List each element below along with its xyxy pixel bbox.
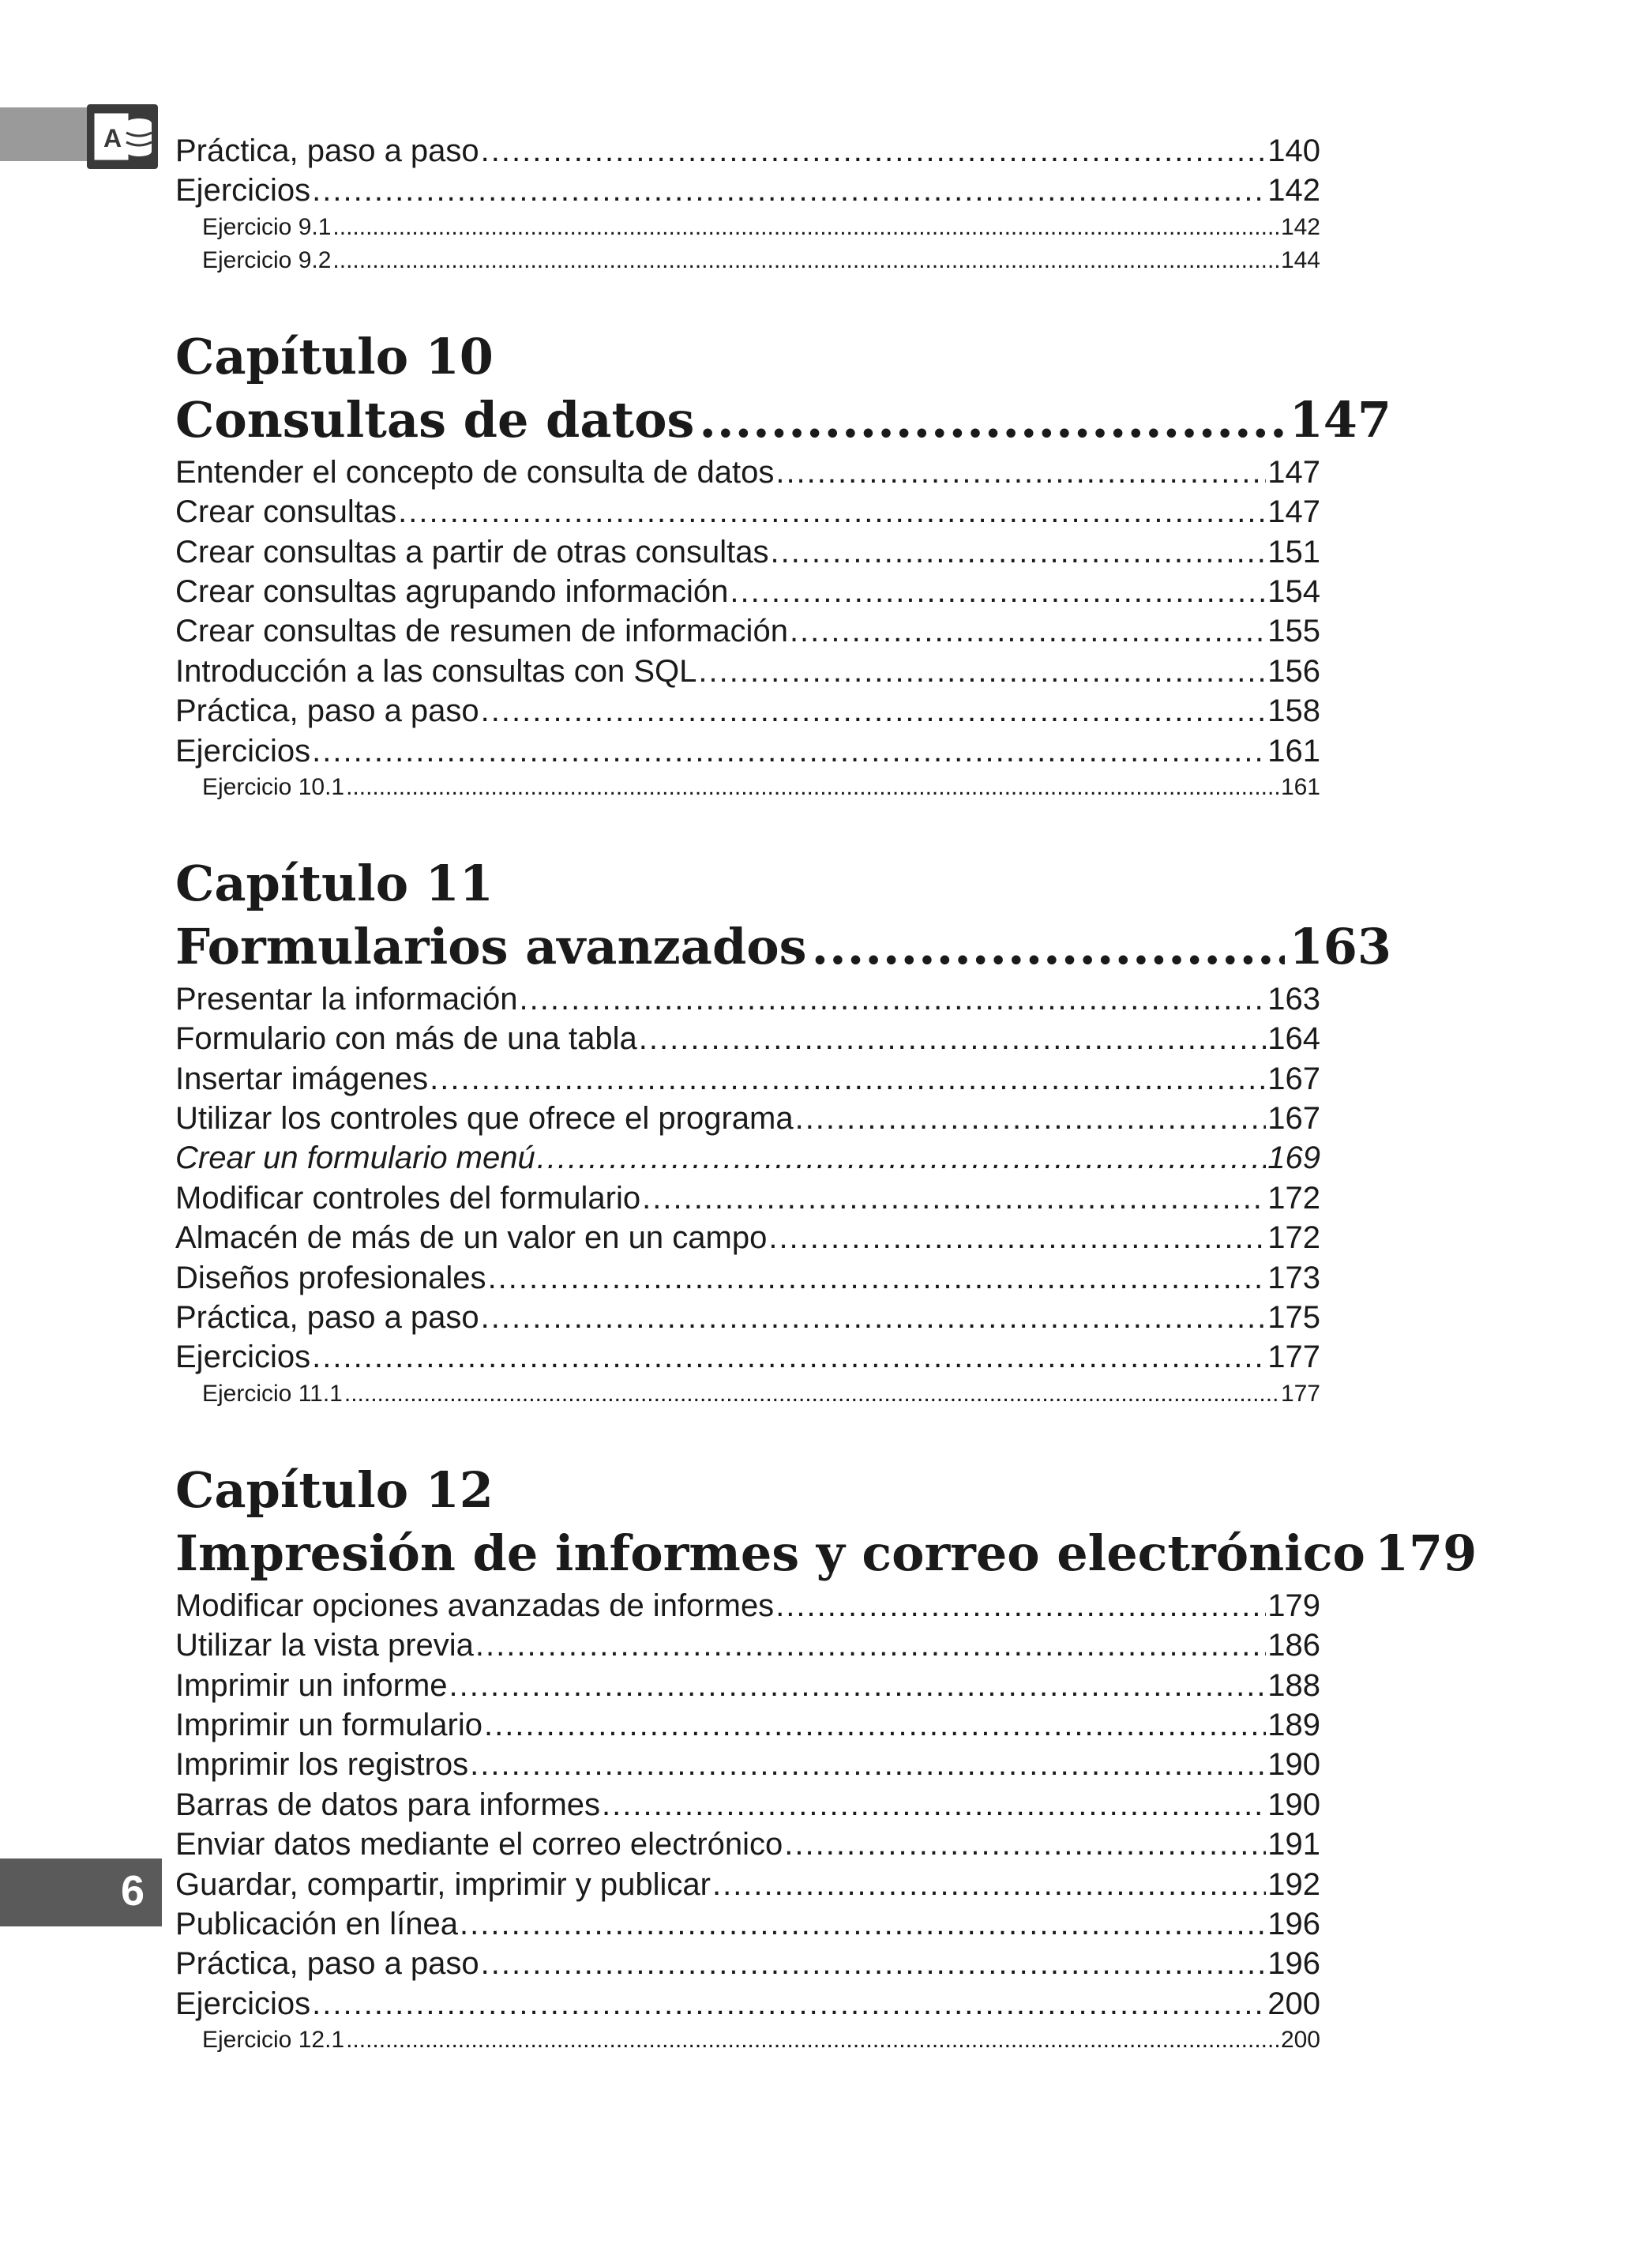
- page-ref: 167: [1267, 1061, 1320, 1096]
- page-ref: 169: [1267, 1141, 1320, 1176]
- dot-leader: [537, 1138, 1267, 1178]
- page-ref: 173: [1267, 1260, 1320, 1295]
- toc-entry[interactable]: [175, 1099, 1320, 1138]
- dot-leader: [642, 1178, 1266, 1218]
- entry-label: Formulario con más de una tabla: [175, 1021, 637, 1057]
- toc-entry[interactable]: [175, 492, 1320, 532]
- dot-leader: [481, 1944, 1267, 1983]
- entry-label: Crear consultas a partir de otras consultas: [175, 534, 769, 569]
- entry-label: Imprimir un formulario: [175, 1707, 482, 1742]
- toc-subentry[interactable]: [175, 244, 1320, 277]
- entry-label: Impresión de informes y correo electrónico: [175, 1524, 1365, 1582]
- page-ref: 190: [1267, 1787, 1320, 1822]
- page-ref: 191: [1267, 1827, 1320, 1862]
- page-ref: 179: [1374, 1524, 1477, 1582]
- entry-label: Práctica, paso a paso: [175, 1946, 479, 1982]
- entry-label: Almacén de más de un valor en un campo: [175, 1220, 768, 1256]
- dot-leader: [481, 131, 1267, 171]
- dot-leader: [484, 1705, 1266, 1745]
- dot-leader: [602, 1785, 1266, 1825]
- entry-label: Entender el concepto de consulta de datos: [175, 454, 775, 490]
- entry-label: Ejercicio 9.2: [202, 246, 332, 273]
- entry-label: Ejercicios: [175, 173, 311, 209]
- entry-label: Utilizar los controles que ofrece el programa: [175, 1101, 794, 1137]
- dot-leader: [784, 1825, 1266, 1864]
- page-ref: 140: [1267, 133, 1320, 168]
- dot-leader: [481, 691, 1267, 731]
- page-ref: 186: [1267, 1628, 1320, 1663]
- page-ref: 147: [1267, 454, 1320, 490]
- toc-entry[interactable]: [175, 1586, 1320, 1625]
- toc-entry[interactable]: [175, 1258, 1320, 1298]
- entry-label: Enviar datos mediante el correo electrónico: [175, 1827, 783, 1862]
- page-number-band: [0, 1858, 162, 1926]
- entry-label: Presentar la información: [175, 981, 518, 1017]
- toc-entry[interactable]: [175, 1218, 1320, 1257]
- entry-label: Práctica, paso a paso: [175, 133, 479, 168]
- entry-label: Ejercicios: [175, 1340, 311, 1375]
- chapter-title[interactable]: [175, 388, 1391, 453]
- page-ref: 156: [1267, 653, 1320, 689]
- entry-label: Práctica, paso a paso: [175, 693, 479, 729]
- dot-leader: [449, 1666, 1267, 1705]
- dot-leader: [398, 492, 1266, 532]
- page-ref: 172: [1267, 1180, 1320, 1216]
- dot-leader: [520, 979, 1267, 1019]
- chapter-number: Capítulo 11: [175, 854, 494, 912]
- page-ref: 177: [1280, 1380, 1320, 1407]
- entry-label: Práctica, paso a paso: [175, 1300, 479, 1336]
- page-ref: 147: [1267, 494, 1320, 530]
- entry-label: Barras de datos para informes: [175, 1787, 601, 1822]
- dot-leader: [699, 388, 1284, 453]
- dot-leader: [639, 1019, 1267, 1058]
- page-ref: 190: [1267, 1747, 1320, 1783]
- dot-leader: [312, 1984, 1266, 2024]
- toc-entry[interactable]: [175, 171, 1320, 210]
- toc-entry[interactable]: [175, 1019, 1320, 1058]
- dot-leader: [332, 244, 1279, 277]
- dot-leader: [430, 1059, 1266, 1099]
- dot-leader: [346, 771, 1279, 804]
- page-ref: 164: [1267, 1021, 1320, 1057]
- page-ref: 188: [1267, 1667, 1320, 1703]
- entry-label: Ejercicio 11.1: [202, 1380, 343, 1407]
- entry-label: Insertar imágenes: [175, 1061, 429, 1096]
- page-ref: 161: [1280, 773, 1320, 800]
- chapter-title[interactable]: [175, 915, 1391, 979]
- page-ref: 142: [1267, 173, 1320, 209]
- dot-leader: [312, 731, 1266, 771]
- toc-entry[interactable]: [175, 1138, 1320, 1178]
- dot-leader: [475, 1625, 1266, 1665]
- dot-leader: [460, 1904, 1266, 1944]
- page-ref: 200: [1280, 2027, 1320, 2054]
- entry-label: Ejercicio 10.1: [202, 773, 345, 800]
- dot-leader: [768, 1218, 1266, 1257]
- entry-label: Consultas de datos: [175, 390, 695, 449]
- page-ref: 158: [1267, 693, 1320, 729]
- dot-leader: [470, 1745, 1266, 1784]
- toc-entry[interactable]: [175, 691, 1320, 731]
- page-ref: 161: [1267, 733, 1320, 769]
- svg-text:A: A: [103, 124, 122, 152]
- chapter-title[interactable]: [175, 1521, 1477, 1586]
- dot-leader: [730, 572, 1266, 611]
- toc-entry[interactable]: [175, 1904, 1320, 1944]
- page-ref: 177: [1267, 1340, 1320, 1375]
- entry-label: Crear consultas agrupando información: [175, 573, 729, 609]
- toc-entry[interactable]: [175, 532, 1320, 572]
- chapter-number: Capítulo 12: [175, 1460, 494, 1519]
- toc-entry[interactable]: [175, 1785, 1320, 1825]
- page-number: 6: [120, 1867, 145, 1915]
- toc-subentry[interactable]: [175, 2024, 1320, 2057]
- page-ref: 154: [1267, 573, 1320, 609]
- dot-leader: [775, 1586, 1266, 1625]
- dot-leader: [770, 532, 1266, 572]
- entry-label: Imprimir los registros: [175, 1747, 469, 1783]
- toc-entry[interactable]: [175, 1865, 1320, 1904]
- entry-label: Modificar controles del formulario: [175, 1180, 641, 1216]
- dot-leader: [795, 1099, 1267, 1138]
- toc-entry[interactable]: [175, 1178, 1320, 1218]
- dot-leader: [481, 1298, 1267, 1337]
- dot-leader: [698, 652, 1266, 691]
- entry-label: Utilizar la vista previa: [175, 1628, 474, 1663]
- entry-label: Ejercicios: [175, 1986, 311, 2021]
- page-ref: 142: [1280, 213, 1320, 240]
- toc-entry[interactable]: [175, 453, 1320, 492]
- page-ref: 163: [1289, 917, 1391, 975]
- page-ref: 163: [1267, 981, 1320, 1017]
- toc-entry[interactable]: [175, 1298, 1320, 1337]
- entry-label: Modificar opciones avanzadas de informes: [175, 1588, 775, 1623]
- dot-leader: [346, 2024, 1279, 2057]
- entry-label: Crear consultas: [175, 494, 397, 530]
- toc-entry[interactable]: [175, 611, 1320, 651]
- toc-entry[interactable]: [175, 1944, 1320, 1983]
- entry-label: Ejercicio 12.1: [202, 2027, 345, 2054]
- dot-leader: [790, 611, 1266, 651]
- toc-subentry[interactable]: [175, 211, 1320, 244]
- access-app-icon: [87, 104, 158, 169]
- page-ref: 172: [1267, 1220, 1320, 1256]
- dot-leader: [775, 453, 1266, 492]
- toc-entry[interactable]: [175, 131, 1320, 171]
- page-ref: 192: [1267, 1866, 1320, 1902]
- page-ref: 196: [1267, 1946, 1320, 1982]
- toc-entry[interactable]: [175, 652, 1320, 691]
- dot-leader: [312, 171, 1266, 210]
- page-ref: 144: [1280, 246, 1320, 273]
- toc-subentry[interactable]: [175, 771, 1320, 804]
- entry-label: Ejercicio 9.1: [202, 213, 332, 240]
- toc-entry[interactable]: [175, 1745, 1320, 1784]
- dot-leader: [488, 1258, 1267, 1298]
- toc-entry[interactable]: [175, 731, 1320, 771]
- dot-leader: [344, 1377, 1279, 1411]
- entry-label: Introducción a las consultas con SQL: [175, 653, 697, 689]
- page-ref: 167: [1267, 1101, 1320, 1137]
- page-ref: 179: [1267, 1588, 1320, 1623]
- entry-label: Crear consultas de resumen de información: [175, 614, 788, 649]
- table-of-contents: [175, 131, 1477, 2057]
- page-ref: 189: [1267, 1707, 1320, 1742]
- chapter-number: Capítulo 10: [175, 327, 494, 385]
- toc-entry[interactable]: [175, 1625, 1320, 1665]
- entry-label: Formularios avanzados: [175, 917, 807, 975]
- page-ref: 155: [1267, 614, 1320, 649]
- dot-leader: [312, 1337, 1266, 1377]
- toc-entry[interactable]: [175, 1059, 1320, 1099]
- toc-entry[interactable]: [175, 1984, 1320, 2024]
- toc-entry[interactable]: [175, 1666, 1320, 1705]
- toc-subentry[interactable]: [175, 1377, 1320, 1411]
- entry-label: Ejercicios: [175, 733, 311, 769]
- page-ref: 175: [1267, 1300, 1320, 1336]
- entry-label: Crear un formulario menú: [175, 1141, 535, 1176]
- dot-leader: [812, 915, 1285, 979]
- toc-entry[interactable]: [175, 1825, 1320, 1864]
- page-ref: 151: [1267, 534, 1320, 569]
- toc-entry[interactable]: [175, 572, 1320, 611]
- entry-label: Guardar, compartir, imprimir y publicar: [175, 1866, 711, 1902]
- entry-label: Diseños profesionales: [175, 1260, 486, 1295]
- entry-label: Imprimir un informe: [175, 1667, 448, 1703]
- dot-leader: [332, 211, 1279, 244]
- page-ref: 147: [1289, 390, 1391, 449]
- entry-label: Publicación en línea: [175, 1906, 459, 1941]
- page-ref: 196: [1267, 1906, 1320, 1941]
- page-ref: 200: [1267, 1986, 1320, 2021]
- toc-entry[interactable]: [175, 1705, 1320, 1745]
- toc-entry[interactable]: [175, 1337, 1320, 1377]
- dot-leader: [712, 1865, 1266, 1904]
- toc-entry[interactable]: [175, 979, 1320, 1019]
